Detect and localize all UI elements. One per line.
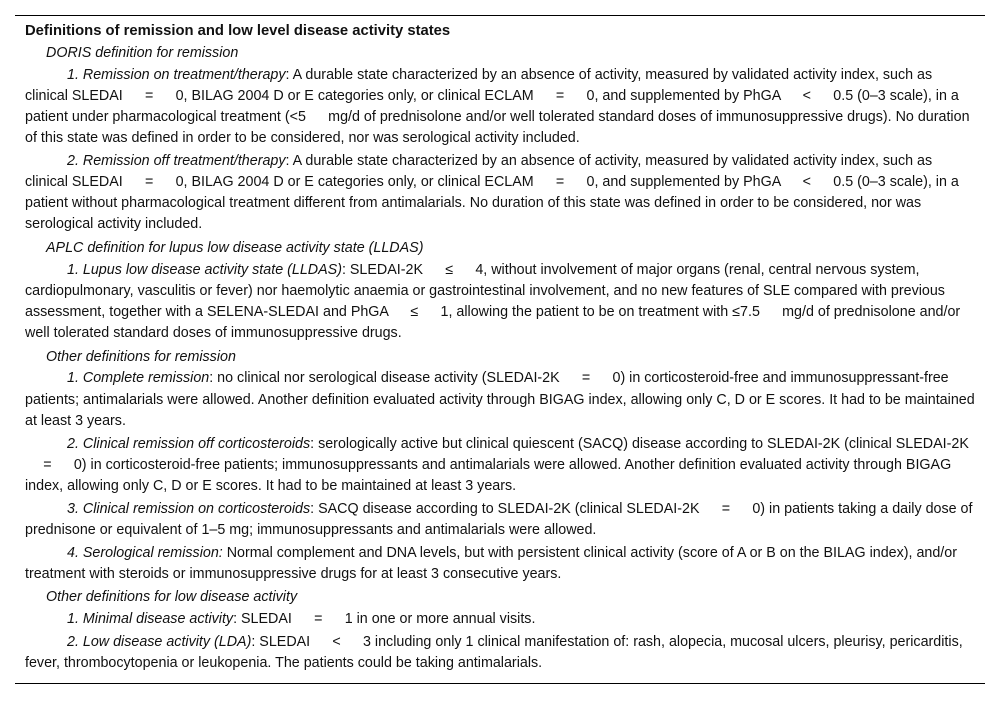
definitions-table [15,15,985,684]
definition-item [25,368,975,432]
definition-item [25,434,975,498]
section-heading: DORIS definition for remission [46,45,239,61]
section-heading: APLC definition for lupus low disease activity state (LLDAS) [46,240,424,257]
definition-item [25,151,975,236]
definition-item [25,609,975,630]
definition-term: 2. Remission off treatment/therapy [67,152,286,169]
section-heading: Other definitions for low disease activity [46,589,298,606]
section-heading: Other definitions for remission [46,348,236,365]
definition-term: 1. Remission on treatment/therapy [67,66,286,83]
definition-item [25,499,975,541]
definition-text: : A durable state characterized by an absence of activity, measured by validated activity index, such as clinical SLEDAI = 0, BILAG 2004 D or E categories only, or clinical ECLAM = 0, and supplemented by PhGA < 0.5 (0–3 scale), in a patient without pharmacological treatment different from antimalarials. No duration of this state was defined in order to be considered, nor was serological activity included. [25,152,959,233]
definition-text: : SLEDAI = 1 in one or more annual visits. [233,610,536,627]
definition-term: 4. Serological remission: [67,544,223,561]
section-aplc [25,237,975,344]
section-other-remission [25,346,975,585]
definition-term: 2. Low disease activity (LDA) [67,633,252,650]
definition-text: : no clinical nor serological disease activity (SLEDAI-2K = 0) in corticosteroid-free and immunosuppressant-free patients; antimalarials were allowed. Another definition evaluated activity through BIGAG index, allowing only C, D or E scores. It had to be maintained at least 3 years. [25,370,975,429]
definition-item [25,260,975,345]
definition-text: : SLEDAI-2K ≤ 4, without involvement of major organs (renal, central nervous system, cardiopulmonary, vasculitis or fever) nor haemolytic anaemia or gastrointestinal involvement, and no new features of SLE compared with previous assessment, together with a SELENA-SLEDAI and PhGA ≤ 1, allowing the patient to be on treatment with ≤7.5 mg/d of prednisolone and/or well tolerated standard doses of immunosuppressive drugs. [25,261,961,342]
definition-term: 1. Minimal disease activity [67,610,234,627]
bottom-rule [15,683,985,684]
definition-term: 1. Lupus low disease activity state (LLDAS) [67,261,342,278]
definition-item [25,632,975,674]
section-doris [25,42,975,236]
definition-item [25,543,975,585]
definition-text: Normal complement and DNA levels, but with persistent clinical activity (score of A or B on the BILAG index), and/or treatment with steroids or immunosuppressive drugs for at least 3 consecutive years. [25,544,957,582]
definition-text: : SACQ disease according to SLEDAI-2K (clinical SLEDAI-2K = 0) in patients taking a daily dose of prednisone or equivalent of 1–5 mg; immunosuppressants and antimalarials were allowed. [25,500,973,538]
table-body [15,16,985,680]
definition-text: : serologically active but clinical quiescent (SACQ) disease according to SLEDAI-2K (clinical SLEDAI-2K = 0) in corticosteroid-free patients; immunosuppressants and antimalarials were allowed. Another definition evaluated activity through BIGAG index, allowing only C, D or E scores. It had to be maintained at least 3 years. [25,435,969,494]
definition-term: 1. Complete remission [67,370,210,387]
definition-term: 2. Clinical remission off corticosteroids [67,435,311,452]
definition-text: : A durable state characterized by an absence of activity, measured by validated activity index, such as clinical SLEDAI = 0, BILAG 2004 D or E categories only, or clinical ECLAM = 0, and supplemented by PhGA < 0.5 (0–3 scale), in a patient under pharmacological treatment (<5 mg/d of prednisolone and/or well tolerated standard doses of immunosuppressive drugs). No duration of this state was defined in order to be considered, nor was serological activity included. [25,66,970,147]
definition-text: : SLEDAI < 3 including only 1 clinical manifestation of: rash, alopecia, mucosal ulcers, pleurisy, pericarditis, fever, thrombocytopenia or leukopenia. The patients could be taking antimalarials. [25,633,963,671]
section-other-low-activity [25,586,975,674]
definition-term: 3. Clinical remission on corticosteroids [67,500,311,517]
definition-item [25,65,975,150]
table-title: Definitions of remission and low level disease activity states [25,23,451,39]
